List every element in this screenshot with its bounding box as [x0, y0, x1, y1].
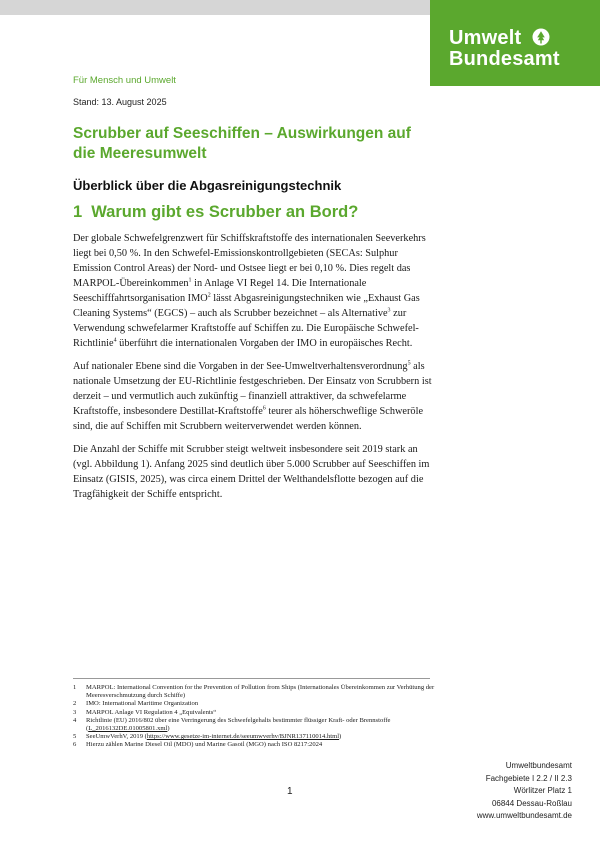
footnote-ref[interactable]: 1 [188, 277, 192, 284]
section-number: 1 [73, 203, 83, 221]
footnote-text [86, 684, 435, 700]
tagline: Für Mensch und Umwelt [73, 75, 176, 86]
text-run: zur Verwendung schwefelarmer Kraftstoffe auf Schiffen zu. Die Europäische Schwefel-Richtlinie [73, 308, 419, 349]
logo-line2: Bundesamt [449, 48, 560, 70]
footnote-ref[interactable]: 2 [207, 292, 211, 299]
address-org: Umweltbundesamt [505, 761, 572, 770]
footnote-number: 4 [73, 716, 77, 724]
paragraph [73, 442, 435, 502]
footnote-divider [73, 678, 430, 679]
tree-globe-icon [532, 28, 550, 46]
text-run: lässt Abgasreinigungstechniken wie „Exhaust Gas Cleaning Systems“ (EGCS) – auch als Scrubber bezeichnet – als Alternative [73, 293, 420, 319]
paragraph [73, 231, 435, 351]
logo-line1: Umwelt [449, 27, 522, 49]
footnote [73, 741, 435, 749]
footnotes [73, 684, 435, 750]
section-heading [73, 203, 358, 222]
footnote-text-run: MARPOL: International Convention for the Prevention of Pollution from Ships (Internationales Übereinkommen zur Verhütung der Meeresverschmutzung durch Schiffe) [86, 684, 435, 700]
footnote-text-run: ) [339, 733, 342, 741]
footnote-text [86, 717, 435, 733]
footnote-ref[interactable]: 3 [387, 307, 391, 314]
footnote-ref[interactable]: 6 [262, 405, 266, 412]
paragraph [73, 359, 435, 434]
footnote [73, 684, 435, 700]
body-text [73, 231, 435, 510]
uba-logo [430, 0, 600, 86]
footnote-text [86, 709, 435, 717]
footnote [73, 709, 435, 717]
text-run: als nationale Umsetzung der EU-Richtlinie festgeschrieben. Der Einsatz von Scrubbern ist derzeit – und vermutlich auch zukünftig – finanziell attraktiver, da schwefelarme Kraftstoffe, insbesondere Destillat-Kraftstoffe [73, 361, 432, 417]
address-dept: Fachgebiete I 2.2 / II 2.3 [485, 773, 572, 783]
header-bar [0, 0, 430, 15]
footnote-text-run: IMO: International Maritime Organization [86, 700, 199, 708]
footnote-text-run: SeeUmwVerhV, 2019 ( [86, 733, 147, 741]
text-run: überführt die internationalen Vorgaben der IMO in europäisches Recht. [116, 338, 413, 349]
section-title: Warum gibt es Scrubber an Bord? [91, 203, 359, 221]
footnote-number: 3 [73, 708, 77, 716]
footnote-link[interactable]: https://www.gesetze-im-internet.de/seeumwverhv/BJNR137110014.html [146, 733, 340, 741]
footnote-text-run: Hierzu zählen Marine Diesel Oil (MDO) und Marine Gasoil (MGO) nach ISO 8217:2024 [86, 741, 323, 749]
page-number: 1 [287, 786, 293, 797]
footnote-text-run: MARPOL Anlage VI Regulation 4 „Equivalents“ [86, 708, 217, 716]
page-subtitle: Überblick über die Abgasreinigungstechnik [73, 178, 342, 193]
address-street: Wörlitzer Platz 1 [513, 786, 572, 795]
address-block [477, 760, 572, 823]
footnote-text [86, 733, 435, 741]
footnote [73, 700, 435, 708]
footnote-text-run: ) [167, 725, 170, 733]
text-run: in Anlage VI Regel 14. Die Internationale Seeschifffahrtsorganisation IMO [73, 278, 367, 304]
footnote [73, 717, 435, 733]
footnote-text-run: Richtlinie (EU) 2016/802 über eine Verringerung des Schwefelgehalts bestimmter flüssiger Kraft- oder Brennstoffe ( [86, 716, 391, 733]
footnote-number: 5 [73, 733, 77, 741]
footnote-number: 2 [73, 700, 77, 708]
footnote-number: 1 [73, 684, 77, 691]
footnote-ref[interactable]: 4 [113, 337, 117, 344]
footnote-text [86, 741, 435, 749]
document-date: Stand: 13. August 2025 [73, 97, 167, 107]
page-title: Scrubber auf Seeschiffen – Auswirkungen auf die Meeresumwelt [73, 125, 411, 162]
footnote [73, 733, 435, 741]
text-run: Auf nationaler Ebene sind die Vorgaben in der See-Umweltverhaltensverordnung [73, 361, 408, 372]
address-web[interactable]: www.umweltbundesamt.de [476, 811, 572, 820]
footnote-number: 6 [73, 741, 77, 749]
text-run: Der globale Schwefelgrenzwert für Schiffskraftstoffe des internationalen Seeverkehrs liegt bei 0,50 %. In den Schwefel-Emissionskontrollgebieten (SECAs: Sulphur Emission Control Areas) der Nord- und Ostsee liegt er bei 0,10 %. Dies regelt das MARPOL-Übereinkommen [73, 233, 426, 289]
footnote-link[interactable]: L_2016132DE.01005801.xml [88, 725, 168, 733]
footnote-ref[interactable]: 5 [407, 360, 411, 367]
text-run: Die Anzahl der Schiffe mit Scrubber steigt weltweit insbesondere seit 2019 stark an (vgl. Abbildung 1). Anfang 2025 sind deutlich über 5.000 Scrubber auf Seeschiffen im Einsatz (GISIS, 2025), was circa einem Drittel der Welthandelsflotte bezogen auf die Tragfähigkeit der Schiffe entspricht. [73, 444, 430, 500]
footnote-text [86, 700, 435, 708]
text-run: teurer als höherschweflige Schweröle sind, die auf Schiffen mit Scrubbern weiterverwendet werden können. [73, 406, 424, 432]
address-city: 06844 Dessau-Roßlau [491, 798, 572, 808]
